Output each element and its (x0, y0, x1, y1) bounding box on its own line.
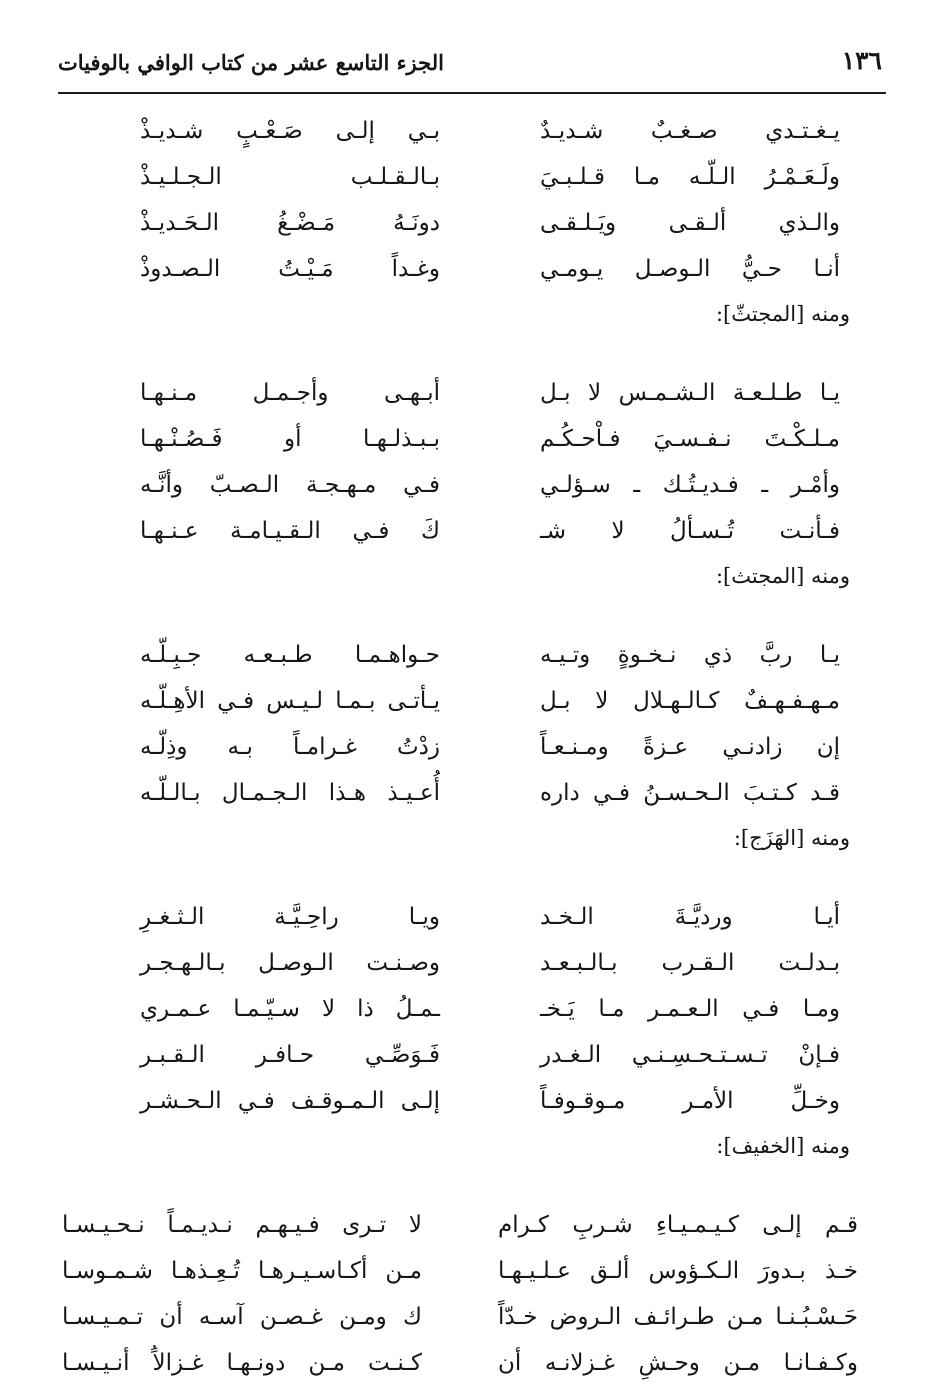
poem-section (62, 1202, 858, 1386)
second-hemistich: إلـى الـمـوقـف فـي الـحـشـر (140, 1088, 440, 1114)
first-hemistich: والـذي ألـقـى ويَـلـقـى (540, 210, 840, 236)
second-hemistich: فَـوَصِّـي حـافـر الـقـبـر (140, 1042, 440, 1068)
first-hemistich: حَـسْـبُـنـا مـن طـرائـف الـروض خـدّاً (498, 1304, 858, 1330)
second-hemistich: ـمـلُ ذا لا سـيّـمـا عـمـري (140, 996, 440, 1022)
second-hemistich: بـبـذلـهـا أو فَـصُـنْـهـا (140, 426, 440, 452)
meter-label: ومنه [المجتثّ]: (715, 302, 850, 326)
second-hemistich: أُعـيـذ هـذا الـجـمـال بـالـلّـه (140, 780, 440, 806)
verse-line (100, 894, 840, 940)
verse-line (100, 200, 840, 246)
meter-heading (100, 1124, 850, 1168)
second-hemistich: ك ومـن غـصـن آسـه أن تـمـيـسـا (62, 1304, 422, 1330)
meter-label: ومنه [الهَزَج]: (733, 826, 850, 850)
first-hemistich: إن زادنـي عـزةً ومـنـعـاً (540, 734, 840, 760)
meter-label: ومنه [الخفيف]: (716, 1134, 850, 1158)
first-hemistich: وأمْـر ـ فـديـتُـك ـ سـؤلـي (540, 472, 840, 498)
scan-speck (153, 1345, 156, 1348)
first-hemistich: قـد كـتـبَ الـحـسـنُ فـي داره (540, 780, 840, 806)
first-hemistich: يـا ربَّ ذي نـخـوةٍ وتـيـه (540, 642, 840, 668)
page-number: ١٣٦ (841, 46, 882, 75)
verse-line (100, 724, 840, 770)
verse-line (100, 1078, 840, 1124)
first-hemistich: قـم إلـى كـيـمـيـاءِ شـربِ كـرام (498, 1212, 858, 1238)
second-hemistich: كَ فـي الـقـيـامـة عـنـهـا (140, 518, 440, 544)
meter-heading (100, 554, 850, 598)
poem-section (100, 894, 840, 1124)
poem-section (100, 632, 840, 816)
verse-line (62, 1248, 858, 1294)
second-hemistich: لا تـرى فـيـهـم نـديـمـاً نـحـيـسـا (62, 1212, 422, 1238)
verse-line (62, 1202, 858, 1248)
verse-line (100, 678, 840, 724)
meter-heading (100, 292, 850, 336)
verse-line (100, 986, 840, 1032)
verse-line (62, 1294, 858, 1340)
second-hemistich: وصـنـت الـوصـل بـالـهـجـر (140, 950, 440, 976)
first-hemistich: مـهـفـهـفٌ كـالـهـلال لا بـل (540, 688, 840, 714)
meter-heading (100, 816, 850, 860)
verse-line (100, 108, 840, 154)
second-hemistich: فـي مـهـجـة الـصـبّ وأنَّـه (140, 472, 440, 498)
verse-line (100, 940, 840, 986)
page-header (58, 40, 886, 94)
running-title: الجزء التاسع عشر من كتاب الوافي بالوفيات (58, 50, 444, 75)
poem-body (62, 108, 858, 1386)
verse-line (100, 246, 840, 292)
first-hemistich: وخـلِّ الأمـر مـوقـوفـاً (540, 1088, 840, 1114)
second-hemistich: بـالـقـلـب الـجـلـيـذْ (140, 164, 440, 190)
verse-line (100, 1032, 840, 1078)
second-hemistich: يـأتـى بـمـا لـيـس فـي الأهِـلّـه (140, 688, 440, 714)
first-hemistich: مـلـكْـتَ نـفـسـيَ فـاْحـكُـم (540, 426, 840, 452)
first-hemistich: فـأنـت تُـسـألُ لا شـ (540, 518, 840, 544)
second-hemistich: أبـهـى وأجـمـل مـنـهـا (140, 380, 440, 406)
verse-line (100, 370, 840, 416)
verse-line (100, 770, 840, 816)
verse-line (100, 632, 840, 678)
first-hemistich: وكـفـانـا مـن وحـشِ غـزلانـه أن (498, 1350, 858, 1376)
second-hemistich: بـي إلـى صَـعْـبٍ شـديـذْ (140, 118, 440, 144)
second-hemistich: وغـداً مَـيْـتُ الـصـدوذْ (140, 256, 440, 282)
verse-line (100, 416, 840, 462)
poem-section (100, 108, 840, 292)
first-hemistich: أيـا ورديَّـةَ الـخـد (540, 904, 840, 930)
poem-section (100, 370, 840, 554)
verse-line (100, 154, 840, 200)
second-hemistich: حـواهـمـا طـبـعـه جـبِـلّـه (140, 642, 440, 668)
second-hemistich: مـن أكـاسـيـرهـا تُـعِـذهـا شـمـوسـا (62, 1258, 422, 1284)
first-hemistich: فـإنْ تـسـتـحـسِـنـي الـغـدر (540, 1042, 840, 1068)
first-hemistich: ولَـعَـمْـرُ الـلّـه مـا قـلـبـيَ (540, 164, 840, 190)
second-hemistich: كـنـت مـن دونـهـا غـزالاً أنـيـسـا (62, 1350, 422, 1376)
verse-line (100, 462, 840, 508)
first-hemistich: أنـا حـيُّ الـوصـل يـومـي (540, 256, 840, 282)
first-hemistich: يـا طـلـعـة الـشـمـس لا بـل (540, 380, 840, 406)
second-hemistich: زدْتُ غـرامـاً بـه وذِلّـه (140, 734, 440, 760)
first-hemistich: بـدلـت الـقـرب بـالـبـعـد (540, 950, 840, 976)
first-hemistich: يـغـتـدي صـغـبٌ شـديـدٌ (540, 118, 840, 144)
first-hemistich: خـذ بـدورَ الـكـؤوس ألـق عـلـيـهـا (498, 1258, 858, 1284)
second-hemistich: ويـا راحِـيَّـة الـثـغـرِ (140, 904, 440, 930)
meter-label: ومنه [المجتث]: (715, 564, 850, 588)
verse-line (100, 508, 840, 554)
second-hemistich: دونَـهُ مَـضْـغُ الـحَـديـذْ (140, 210, 440, 236)
verse-line (62, 1340, 858, 1386)
first-hemistich: ومـا فـي الـعـمـر مـا يَـخـ (540, 996, 840, 1022)
